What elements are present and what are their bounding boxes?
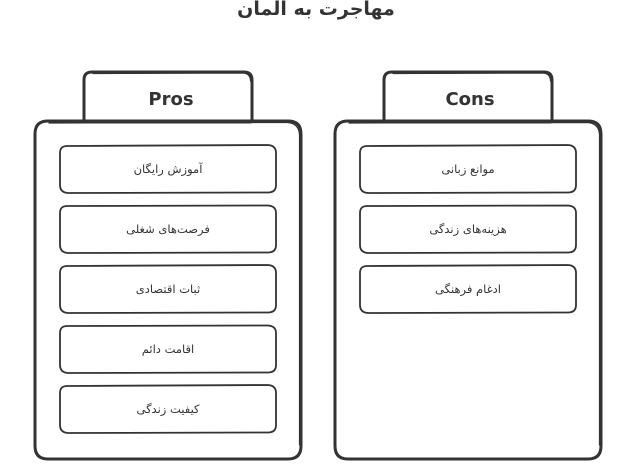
cons-item-3 xyxy=(360,265,576,313)
cons-column xyxy=(335,72,601,459)
cons-item-2 xyxy=(360,206,576,254)
pros-item-5 xyxy=(60,385,276,433)
pros-header-label: Pros xyxy=(148,89,194,110)
pros-item-label: آموزش رایگان xyxy=(133,162,203,176)
cons-item-label: موانع زبانی xyxy=(441,162,495,176)
pros-item-3 xyxy=(60,265,276,313)
pros-item-1 xyxy=(60,145,276,193)
cons-header xyxy=(384,72,552,122)
pros-item-4 xyxy=(60,326,276,374)
pros-item-2 xyxy=(60,206,276,254)
cons-item-label: ادغام فرهنگی xyxy=(435,282,501,296)
pros-item-label: فرصت‌های شغلی xyxy=(126,222,210,236)
cons-item-label: هزینه‌های زندگی xyxy=(429,222,507,236)
diagram-title: مهاجرت به المان xyxy=(237,0,395,20)
pros-item-label: ثبات اقتصادی xyxy=(135,282,201,296)
cons-header-label: Cons xyxy=(445,89,495,110)
pros-item-label: کیفیت زندگی xyxy=(136,402,200,416)
pros-column xyxy=(35,72,301,459)
pros-header xyxy=(84,72,252,122)
cons-item-1 xyxy=(360,145,576,193)
pros-item-label: اقامت دائم xyxy=(141,342,195,356)
